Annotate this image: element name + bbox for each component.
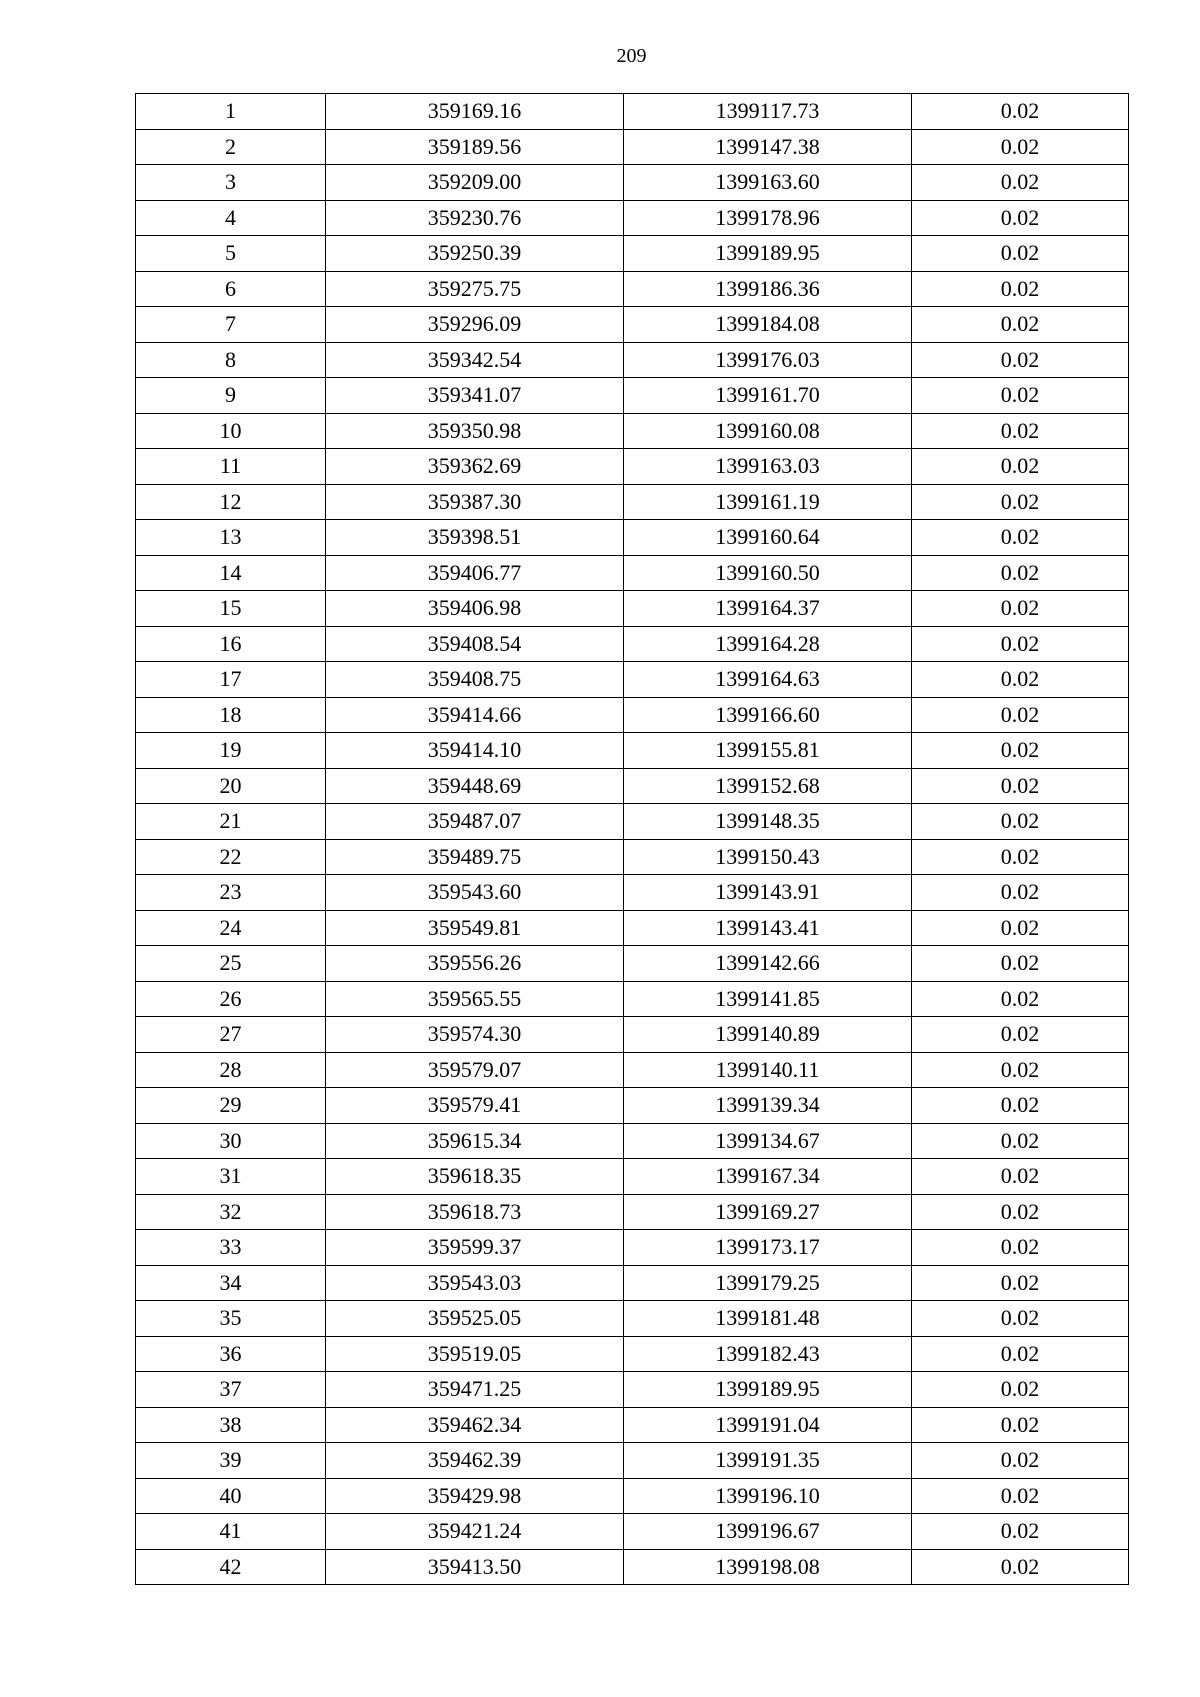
y-coordinate-cell: 1399169.27	[624, 1194, 912, 1230]
x-coordinate-cell: 359543.03	[326, 1265, 624, 1301]
error-value-cell: 0.02	[912, 307, 1129, 343]
y-coordinate-cell: 1399152.68	[624, 768, 912, 804]
y-coordinate-cell: 1399176.03	[624, 342, 912, 378]
y-coordinate-cell: 1399196.10	[624, 1478, 912, 1514]
table-row	[136, 1514, 1129, 1550]
table-row	[136, 875, 1129, 911]
error-value-cell: 0.02	[912, 342, 1129, 378]
x-coordinate-cell: 359489.75	[326, 839, 624, 875]
error-value-cell: 0.02	[912, 484, 1129, 520]
error-value-cell: 0.02	[912, 378, 1129, 414]
point-number-cell: 12	[136, 484, 326, 520]
x-coordinate-cell: 359448.69	[326, 768, 624, 804]
x-coordinate-cell: 359525.05	[326, 1301, 624, 1337]
error-value-cell: 0.02	[912, 1052, 1129, 1088]
y-coordinate-cell: 1399181.48	[624, 1301, 912, 1337]
y-coordinate-cell: 1399143.41	[624, 910, 912, 946]
table-row	[136, 378, 1129, 414]
y-coordinate-cell: 1399160.50	[624, 555, 912, 591]
x-coordinate-cell: 359471.25	[326, 1372, 624, 1408]
y-coordinate-cell: 1399142.66	[624, 946, 912, 982]
point-number-cell: 37	[136, 1372, 326, 1408]
table-row	[136, 626, 1129, 662]
point-number-cell: 17	[136, 662, 326, 698]
point-number-cell: 24	[136, 910, 326, 946]
point-number-cell: 21	[136, 804, 326, 840]
table-row	[136, 307, 1129, 343]
error-value-cell: 0.02	[912, 1194, 1129, 1230]
table-row	[136, 1407, 1129, 1443]
table-row	[136, 129, 1129, 165]
y-coordinate-cell: 1399150.43	[624, 839, 912, 875]
x-coordinate-cell: 359565.55	[326, 981, 624, 1017]
table-row	[136, 1478, 1129, 1514]
error-value-cell: 0.02	[912, 1301, 1129, 1337]
table-row	[136, 342, 1129, 378]
point-number-cell: 25	[136, 946, 326, 982]
x-coordinate-cell: 359408.75	[326, 662, 624, 698]
point-number-cell: 10	[136, 413, 326, 449]
y-coordinate-cell: 1399143.91	[624, 875, 912, 911]
table-row	[136, 1336, 1129, 1372]
error-value-cell: 0.02	[912, 129, 1129, 165]
y-coordinate-cell: 1399141.85	[624, 981, 912, 1017]
point-number-cell: 3	[136, 165, 326, 201]
table-row	[136, 200, 1129, 236]
x-coordinate-cell: 359618.73	[326, 1194, 624, 1230]
table-row	[136, 1159, 1129, 1195]
x-coordinate-cell: 359421.24	[326, 1514, 624, 1550]
point-number-cell: 18	[136, 697, 326, 733]
point-number-cell: 38	[136, 1407, 326, 1443]
point-number-cell: 29	[136, 1088, 326, 1124]
point-number-cell: 27	[136, 1017, 326, 1053]
point-number-cell: 14	[136, 555, 326, 591]
point-number-cell: 32	[136, 1194, 326, 1230]
table-row	[136, 697, 1129, 733]
point-number-cell: 11	[136, 449, 326, 485]
y-coordinate-cell: 1399186.36	[624, 271, 912, 307]
error-value-cell: 0.02	[912, 165, 1129, 201]
table-row	[136, 1443, 1129, 1479]
point-number-cell: 22	[136, 839, 326, 875]
error-value-cell: 0.02	[912, 449, 1129, 485]
y-coordinate-cell: 1399161.70	[624, 378, 912, 414]
y-coordinate-cell: 1399164.63	[624, 662, 912, 698]
x-coordinate-cell: 359543.60	[326, 875, 624, 911]
x-coordinate-cell: 359618.35	[326, 1159, 624, 1195]
y-coordinate-cell: 1399196.67	[624, 1514, 912, 1550]
x-coordinate-cell: 359414.66	[326, 697, 624, 733]
x-coordinate-cell: 359462.39	[326, 1443, 624, 1479]
error-value-cell: 0.02	[912, 1407, 1129, 1443]
point-number-cell: 15	[136, 591, 326, 627]
error-value-cell: 0.02	[912, 875, 1129, 911]
error-value-cell: 0.02	[912, 236, 1129, 272]
point-number-cell: 39	[136, 1443, 326, 1479]
y-coordinate-cell: 1399140.89	[624, 1017, 912, 1053]
y-coordinate-cell: 1399166.60	[624, 697, 912, 733]
table-row	[136, 839, 1129, 875]
table-row	[136, 946, 1129, 982]
error-value-cell: 0.02	[912, 1123, 1129, 1159]
y-coordinate-cell: 1399198.08	[624, 1549, 912, 1585]
table-row	[136, 1052, 1129, 1088]
x-coordinate-cell: 359462.34	[326, 1407, 624, 1443]
x-coordinate-cell: 359579.07	[326, 1052, 624, 1088]
error-value-cell: 0.02	[912, 1336, 1129, 1372]
table-row	[136, 981, 1129, 1017]
point-number-cell: 2	[136, 129, 326, 165]
table-row	[136, 733, 1129, 769]
y-coordinate-cell: 1399139.34	[624, 1088, 912, 1124]
error-value-cell: 0.02	[912, 1372, 1129, 1408]
table-row	[136, 804, 1129, 840]
error-value-cell: 0.02	[912, 981, 1129, 1017]
error-value-cell: 0.02	[912, 910, 1129, 946]
x-coordinate-cell: 359556.26	[326, 946, 624, 982]
y-coordinate-cell: 1399184.08	[624, 307, 912, 343]
error-value-cell: 0.02	[912, 555, 1129, 591]
point-number-cell: 19	[136, 733, 326, 769]
y-coordinate-cell: 1399160.08	[624, 413, 912, 449]
error-value-cell: 0.02	[912, 1478, 1129, 1514]
y-coordinate-cell: 1399161.19	[624, 484, 912, 520]
x-coordinate-cell: 359599.37	[326, 1230, 624, 1266]
point-number-cell: 41	[136, 1514, 326, 1550]
x-coordinate-cell: 359189.56	[326, 129, 624, 165]
x-coordinate-cell: 359398.51	[326, 520, 624, 556]
x-coordinate-cell: 359408.54	[326, 626, 624, 662]
y-coordinate-cell: 1399164.37	[624, 591, 912, 627]
point-number-cell: 1	[136, 94, 326, 130]
error-value-cell: 0.02	[912, 1159, 1129, 1195]
x-coordinate-cell: 359387.30	[326, 484, 624, 520]
point-number-cell: 42	[136, 1549, 326, 1585]
error-value-cell: 0.02	[912, 662, 1129, 698]
x-coordinate-cell: 359350.98	[326, 413, 624, 449]
y-coordinate-cell: 1399167.34	[624, 1159, 912, 1195]
error-value-cell: 0.02	[912, 520, 1129, 556]
error-value-cell: 0.02	[912, 1514, 1129, 1550]
error-value-cell: 0.02	[912, 94, 1129, 130]
x-coordinate-cell: 359549.81	[326, 910, 624, 946]
coordinates-table	[135, 93, 1129, 1585]
y-coordinate-cell: 1399164.28	[624, 626, 912, 662]
point-number-cell: 8	[136, 342, 326, 378]
point-number-cell: 31	[136, 1159, 326, 1195]
point-number-cell: 9	[136, 378, 326, 414]
x-coordinate-cell: 359209.00	[326, 165, 624, 201]
error-value-cell: 0.02	[912, 1088, 1129, 1124]
table-row	[136, 1265, 1129, 1301]
table-row	[136, 271, 1129, 307]
point-number-cell: 35	[136, 1301, 326, 1337]
point-number-cell: 4	[136, 200, 326, 236]
y-coordinate-cell: 1399117.73	[624, 94, 912, 130]
error-value-cell: 0.02	[912, 1549, 1129, 1585]
error-value-cell: 0.02	[912, 1443, 1129, 1479]
error-value-cell: 0.02	[912, 768, 1129, 804]
y-coordinate-cell: 1399178.96	[624, 200, 912, 236]
error-value-cell: 0.02	[912, 626, 1129, 662]
point-number-cell: 23	[136, 875, 326, 911]
error-value-cell: 0.02	[912, 1230, 1129, 1266]
y-coordinate-cell: 1399189.95	[624, 236, 912, 272]
point-number-cell: 20	[136, 768, 326, 804]
x-coordinate-cell: 359169.16	[326, 94, 624, 130]
y-coordinate-cell: 1399155.81	[624, 733, 912, 769]
point-number-cell: 33	[136, 1230, 326, 1266]
x-coordinate-cell: 359296.09	[326, 307, 624, 343]
x-coordinate-cell: 359250.39	[326, 236, 624, 272]
x-coordinate-cell: 359362.69	[326, 449, 624, 485]
table-row	[136, 484, 1129, 520]
error-value-cell: 0.02	[912, 804, 1129, 840]
table-row	[136, 165, 1129, 201]
x-coordinate-cell: 359579.41	[326, 1088, 624, 1124]
error-value-cell: 0.02	[912, 839, 1129, 875]
x-coordinate-cell: 359519.05	[326, 1336, 624, 1372]
error-value-cell: 0.02	[912, 591, 1129, 627]
error-value-cell: 0.02	[912, 1265, 1129, 1301]
y-coordinate-cell: 1399140.11	[624, 1052, 912, 1088]
y-coordinate-cell: 1399148.35	[624, 804, 912, 840]
y-coordinate-cell: 1399191.35	[624, 1443, 912, 1479]
point-number-cell: 5	[136, 236, 326, 272]
table-row	[136, 1088, 1129, 1124]
y-coordinate-cell: 1399189.95	[624, 1372, 912, 1408]
y-coordinate-cell: 1399179.25	[624, 1265, 912, 1301]
table-row	[136, 1123, 1129, 1159]
y-coordinate-cell: 1399134.67	[624, 1123, 912, 1159]
table-row	[136, 1301, 1129, 1337]
point-number-cell: 16	[136, 626, 326, 662]
error-value-cell: 0.02	[912, 413, 1129, 449]
table-row	[136, 768, 1129, 804]
table-row	[136, 520, 1129, 556]
point-number-cell: 13	[136, 520, 326, 556]
page-number: 209	[616, 45, 647, 67]
error-value-cell: 0.02	[912, 200, 1129, 236]
point-number-cell: 26	[136, 981, 326, 1017]
y-coordinate-cell: 1399163.60	[624, 165, 912, 201]
table-row	[136, 1194, 1129, 1230]
error-value-cell: 0.02	[912, 946, 1129, 982]
table-row	[136, 94, 1129, 130]
table-row	[136, 910, 1129, 946]
y-coordinate-cell: 1399147.38	[624, 129, 912, 165]
table-row	[136, 1230, 1129, 1266]
x-coordinate-cell: 359406.98	[326, 591, 624, 627]
x-coordinate-cell: 359574.30	[326, 1017, 624, 1053]
y-coordinate-cell: 1399160.64	[624, 520, 912, 556]
x-coordinate-cell: 359341.07	[326, 378, 624, 414]
y-coordinate-cell: 1399182.43	[624, 1336, 912, 1372]
error-value-cell: 0.02	[912, 697, 1129, 733]
table-row	[136, 555, 1129, 591]
table-row	[136, 236, 1129, 272]
y-coordinate-cell: 1399173.17	[624, 1230, 912, 1266]
table-row	[136, 1372, 1129, 1408]
x-coordinate-cell: 359414.10	[326, 733, 624, 769]
table-row	[136, 1017, 1129, 1053]
table-row	[136, 662, 1129, 698]
x-coordinate-cell: 359342.54	[326, 342, 624, 378]
point-number-cell: 30	[136, 1123, 326, 1159]
x-coordinate-cell: 359406.77	[326, 555, 624, 591]
x-coordinate-cell: 359275.75	[326, 271, 624, 307]
x-coordinate-cell: 359487.07	[326, 804, 624, 840]
y-coordinate-cell: 1399191.04	[624, 1407, 912, 1443]
x-coordinate-cell: 359429.98	[326, 1478, 624, 1514]
x-coordinate-cell: 359413.50	[326, 1549, 624, 1585]
point-number-cell: 28	[136, 1052, 326, 1088]
error-value-cell: 0.02	[912, 271, 1129, 307]
error-value-cell: 0.02	[912, 733, 1129, 769]
x-coordinate-cell: 359615.34	[326, 1123, 624, 1159]
table-row	[136, 591, 1129, 627]
point-number-cell: 34	[136, 1265, 326, 1301]
point-number-cell: 36	[136, 1336, 326, 1372]
point-number-cell: 6	[136, 271, 326, 307]
point-number-cell: 7	[136, 307, 326, 343]
y-coordinate-cell: 1399163.03	[624, 449, 912, 485]
table-row	[136, 449, 1129, 485]
coordinates-table-body	[136, 94, 1129, 1585]
point-number-cell: 40	[136, 1478, 326, 1514]
x-coordinate-cell: 359230.76	[326, 200, 624, 236]
table-row	[136, 413, 1129, 449]
error-value-cell: 0.02	[912, 1017, 1129, 1053]
table-row	[136, 1549, 1129, 1585]
